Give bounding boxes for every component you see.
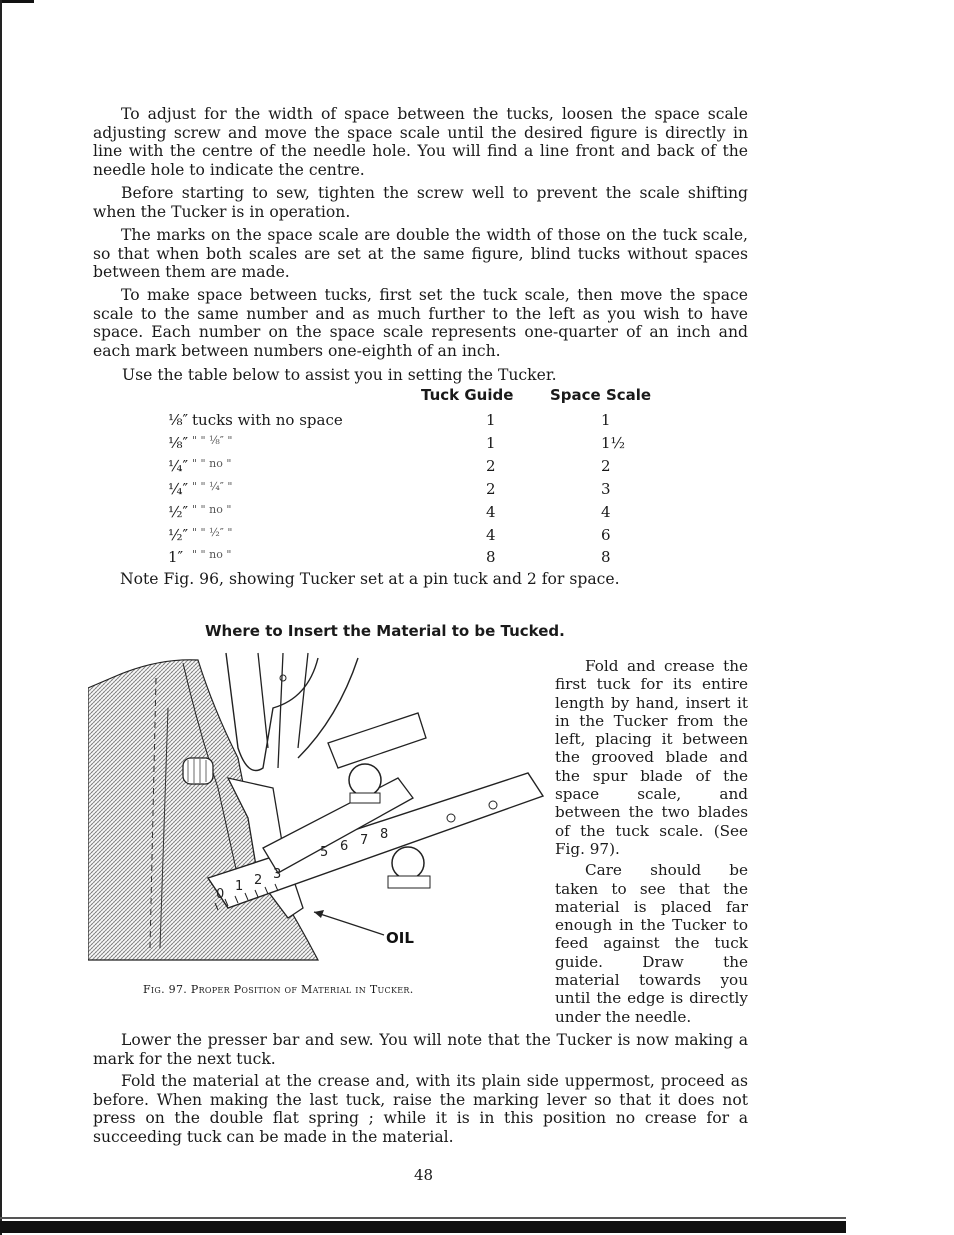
scale-number-8: 8: [380, 827, 389, 842]
paragraph-scale-marks: The marks on the space scale are double the width of those on the tuck scale, so that when both scales are set at the same figure, blind tucks without spaces between them are made.: [93, 226, 748, 282]
lower-knob: [392, 847, 424, 879]
scale-number-1: 1: [235, 879, 244, 894]
row-guide: 4: [486, 526, 496, 544]
row-size: ½″: [168, 526, 189, 544]
row-size: ¼″: [168, 457, 189, 475]
figure-note: Note Fig. 96, showing Tucker set at a pin tuck and 2 for space.: [120, 570, 620, 588]
paragraph-tighten-screw: Before starting to sew, tighten the screw well to prevent the scale shifting when the Tucker is in operation.: [93, 184, 748, 221]
lower-knob-base: [388, 876, 430, 888]
side-paragraph-fold: Fold and crease the first tuck for its entire length by hand, insert it in the Tucker from the left, placing it between the grooved blade and the spur blade of the space scale, and between the two blades of the tuck scale. (See Fig. 97).: [555, 657, 748, 858]
figure-caption: Fig. 97. Proper Position of Material in Tucker.: [143, 983, 414, 996]
side-column: [555, 657, 748, 1026]
guide-bracket: [328, 713, 426, 768]
oil-pointer-line: [314, 912, 384, 935]
row-size: ¼″: [168, 480, 189, 498]
row-size: 1″: [168, 548, 184, 566]
scan-edge-top: [0, 0, 34, 3]
table-header-tuck-guide: Tuck Guide: [421, 386, 514, 404]
row-desc: " " no ": [192, 548, 232, 561]
machine-arm: [226, 653, 318, 771]
table-row: [168, 548, 668, 570]
row-guide: 2: [486, 457, 496, 475]
scan-edge-left: [0, 0, 2, 1235]
oil-label: OIL: [386, 929, 414, 947]
paragraph-adjust-width: To adjust for the width of space between the tucks, loosen the space scale adjusting screw and move the space scale until the desired figure is directly in line with the centre of the needle hole. You will find a line front and back of the needle hole to indicate the centre.: [93, 105, 748, 180]
scale-number-5: 5: [320, 845, 329, 860]
row-space: 1½: [601, 434, 626, 452]
section-title: Where to Insert the Material to be Tucked.: [205, 622, 565, 640]
oil-arrow-head: [314, 910, 324, 918]
scale-number-2: 2: [254, 873, 263, 888]
row-space: 2: [601, 457, 611, 475]
paragraph-make-space: To make space between tucks, first set the tuck scale, then move the space scale to the same number and as much further to the left as you wish to have space. Each number on the space scale represents one-quarter of an inch and each mark between numbers one-eighth of an inch.: [93, 286, 748, 361]
row-guide: 1: [486, 411, 496, 429]
scale-number-3: 3: [273, 867, 282, 882]
row-desc: " " ¼″ ": [192, 480, 233, 493]
table-row: [168, 457, 668, 479]
row-guide: 2: [486, 480, 496, 498]
left-thumb-screw: [183, 758, 213, 784]
paragraph-fold-material: Fold the material at the crease and, with its plain side uppermost, proceed as before. When making the last tuck, raise the marking lever so that it does not press on the double flat spring ; while it is in this position no crease for a succeeding tuck can be made in the material.: [93, 1072, 748, 1147]
side-paragraph-care: Care should be taken to see that the material is placed far enough in the Tucker to feed against the tuck guide. Draw the material towards you until the edge is directly under the needle.: [555, 861, 748, 1026]
row-guide: 8: [486, 548, 496, 566]
table-row: [168, 434, 668, 456]
scale-number-0: 0: [216, 887, 225, 902]
row-size: ⅛″: [168, 434, 189, 452]
row-space: 1: [601, 411, 611, 429]
table-row: [168, 526, 668, 548]
page-number: 48: [414, 1166, 434, 1184]
upper-knob: [349, 764, 381, 796]
row-space: 3: [601, 480, 611, 498]
table-row: [168, 503, 668, 525]
scale-number-6: 6: [340, 839, 349, 854]
row-desc: " " ½″ ": [192, 526, 233, 539]
row-guide: 1: [486, 434, 496, 452]
row-desc: " " no ": [192, 503, 232, 516]
table-row: [168, 480, 668, 502]
row-guide: 4: [486, 503, 496, 521]
table-row: [168, 411, 668, 433]
row-space: 4: [601, 503, 611, 521]
row-size: ⅛″: [168, 411, 189, 429]
row-size: ½″: [168, 503, 189, 521]
row-desc: tucks with no space: [192, 411, 343, 429]
tucker-illustration: [88, 648, 546, 970]
scan-edge-bottom-line: [0, 1217, 846, 1219]
scale-number-7: 7: [360, 833, 369, 848]
row-space: 6: [601, 526, 611, 544]
scan-edge-bottom: [0, 1221, 846, 1233]
table-intro: Use the table below to assist you in setting the Tucker.: [122, 366, 557, 384]
row-space: 8: [601, 548, 611, 566]
table-header-space-scale: Space Scale: [550, 386, 652, 404]
row-desc: " " no ": [192, 457, 232, 470]
row-desc: " " ⅛″ ": [192, 434, 233, 447]
paragraph-lower-presser: Lower the presser bar and sew. You will note that the Tucker is now making a mark for the next tuck.: [93, 1031, 748, 1068]
upper-knob-base: [350, 793, 380, 803]
